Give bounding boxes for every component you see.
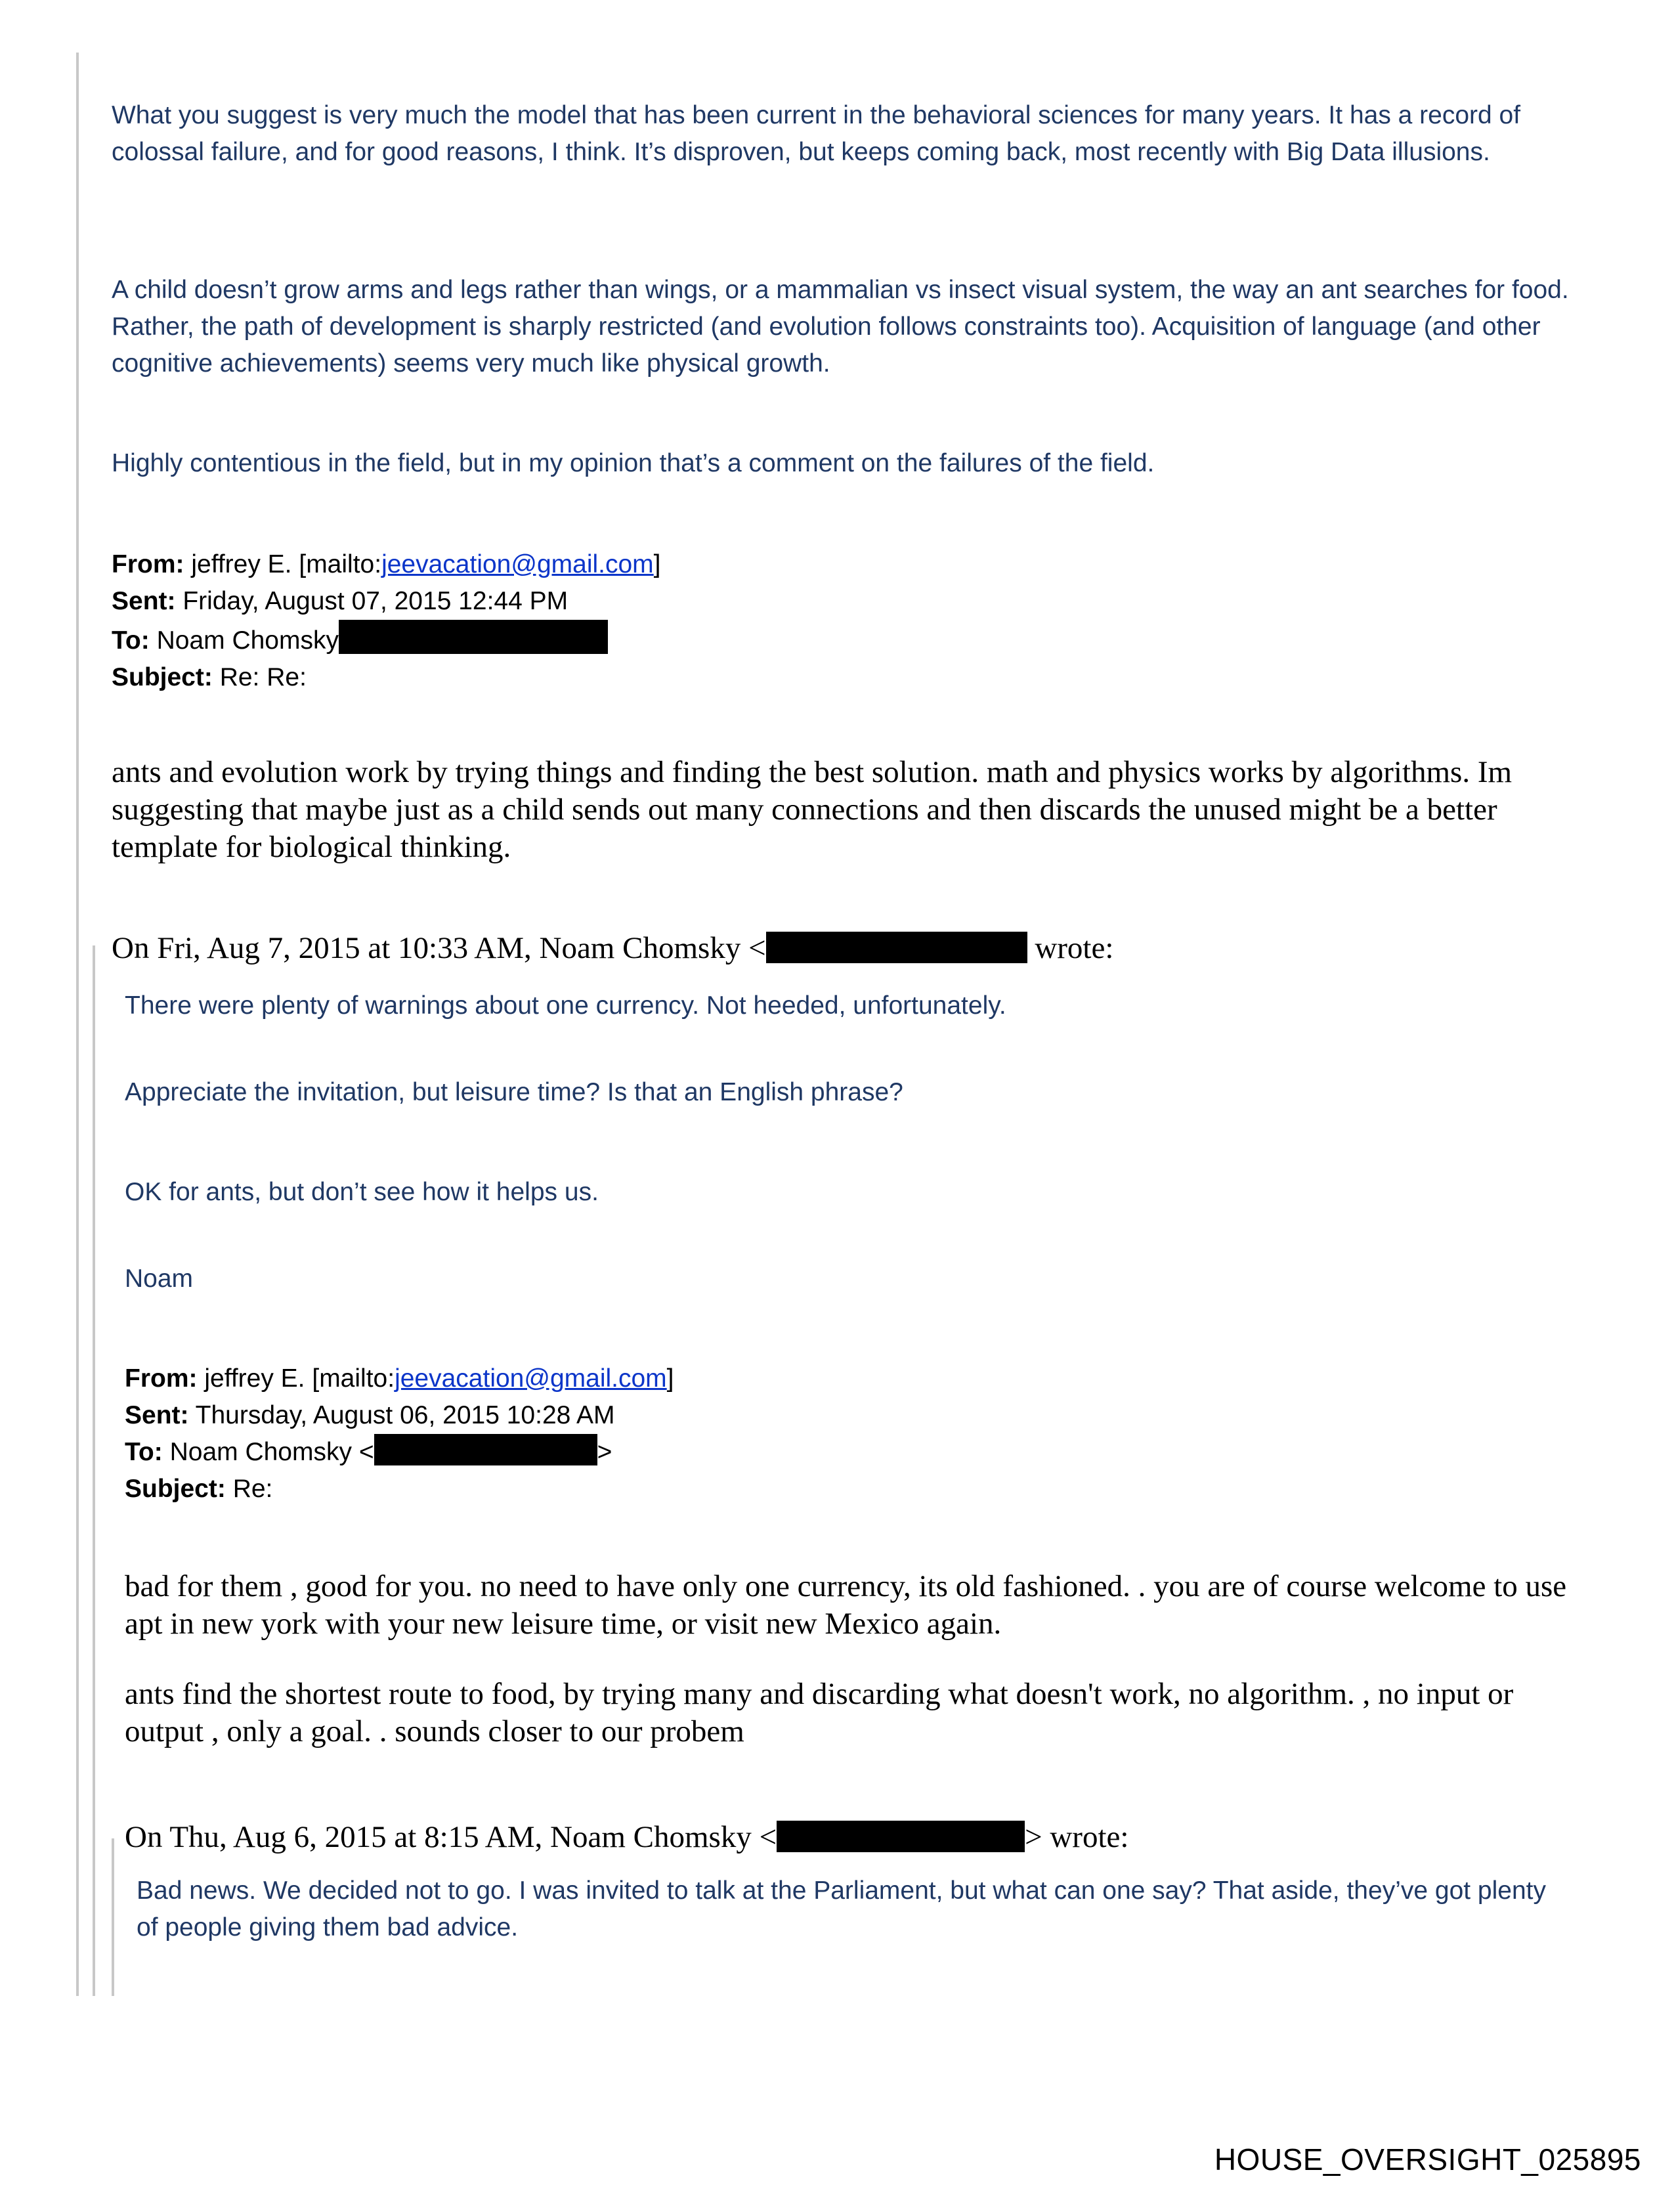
- message-body-1: ants and evolution work by trying things and finding the best solution. math and physics works by algorithms. Im suggesting that maybe just as a child sends out many connections and then discards the unused might be a better template for biological thinking.: [112, 755, 1513, 864]
- reply2-paragraph-3: OK for ants, but don’t see how it helps us.: [125, 1178, 599, 1206]
- reply2-paragraph-1: There were plenty of warnings about one currency. Not heeded, unfortunately.: [125, 991, 1006, 1020]
- reply2-paragraph-2: Appreciate the invitation, but leisure time? Is that an English phrase?: [125, 1078, 903, 1106]
- to-line: To: Noam Chomsky: [112, 620, 1425, 659]
- to-line: To: Noam Chomsky < >: [125, 1434, 1438, 1471]
- quote-bar-inner: [112, 1838, 114, 1996]
- from-line: From: jeffrey E. [mailto:jeevacation@gmail.com]: [112, 550, 661, 578]
- redaction-box: [766, 932, 1027, 963]
- quote-bar-outer: [76, 53, 79, 1996]
- email-header-1: [112, 546, 1425, 696]
- sent-line: Sent: Friday, August 07, 2015 12:44 PM: [112, 587, 569, 615]
- email-link[interactable]: jeevacation@gmail.com: [395, 1364, 667, 1393]
- redaction-box: [777, 1821, 1025, 1852]
- reply1-paragraph-3: Highly contentious in the field, but in my opinion that’s a comment on the failures of the field.: [112, 449, 1155, 477]
- message-body-2-paragraph-1: bad for them , good for you. no need to have only one currency, its old fashioned. . you are of course welcome to use apt in new york with your new leisure time, or visit new Mexico again.: [125, 1569, 1567, 1641]
- from-line: From: jeffrey E. [mailto:jeevacation@gmail.com]: [125, 1364, 674, 1393]
- reply1-paragraph-1: What you suggest is very much the model that has been current in the behavioral sciences for many years. It has a record of colossal failure, and for good reasons, I think. It’s disproven, but keeps coming back, most recently with Big Data illusions.: [112, 101, 1521, 166]
- reply1-paragraph-2: A child doesn’t grow arms and legs rather than wings, or a mammalian vs insect visual system, the way an ant searches for food. Rather, the path of development is sharply restricted (and evolution follows constraints too). Acquisition of language (and other cognitive achievements) seems very much like physical growth.: [112, 276, 1569, 378]
- message-body-2-paragraph-2: ants find the shortest route to food, by trying many and discarding what doesn't work, no algorithm. , no input or output , only a goal. . sounds closer to our probem: [125, 1677, 1514, 1748]
- email-link[interactable]: jeevacation@gmail.com: [381, 550, 654, 578]
- quote-attribution-1: On Fri, Aug 7, 2015 at 10:33 AM, Noam Chomsky < wrote:: [112, 931, 1114, 965]
- subject-line: Subject: Re:: [125, 1475, 273, 1503]
- email-header-2: [125, 1360, 1438, 1507]
- redaction-box: [374, 1434, 597, 1465]
- redaction-box: [339, 620, 608, 654]
- quote-attribution-2: On Thu, Aug 6, 2015 at 8:15 AM, Noam Chomsky < > wrote:: [125, 1820, 1129, 1854]
- reply2-signature: Noam: [125, 1265, 194, 1293]
- reply3-paragraph: Bad news. We decided not to go. I was invited to talk at the Parliament, but what can one say? That aside, they’ve got plenty of people giving them bad advice.: [137, 1876, 1546, 1941]
- sent-line: Sent: Thursday, August 06, 2015 10:28 AM: [125, 1401, 615, 1429]
- subject-line: Subject: Re: Re:: [112, 663, 307, 691]
- bates-number: HOUSE_OVERSIGHT_025895: [1214, 2142, 1641, 2177]
- quote-bar-middle: [93, 945, 95, 1996]
